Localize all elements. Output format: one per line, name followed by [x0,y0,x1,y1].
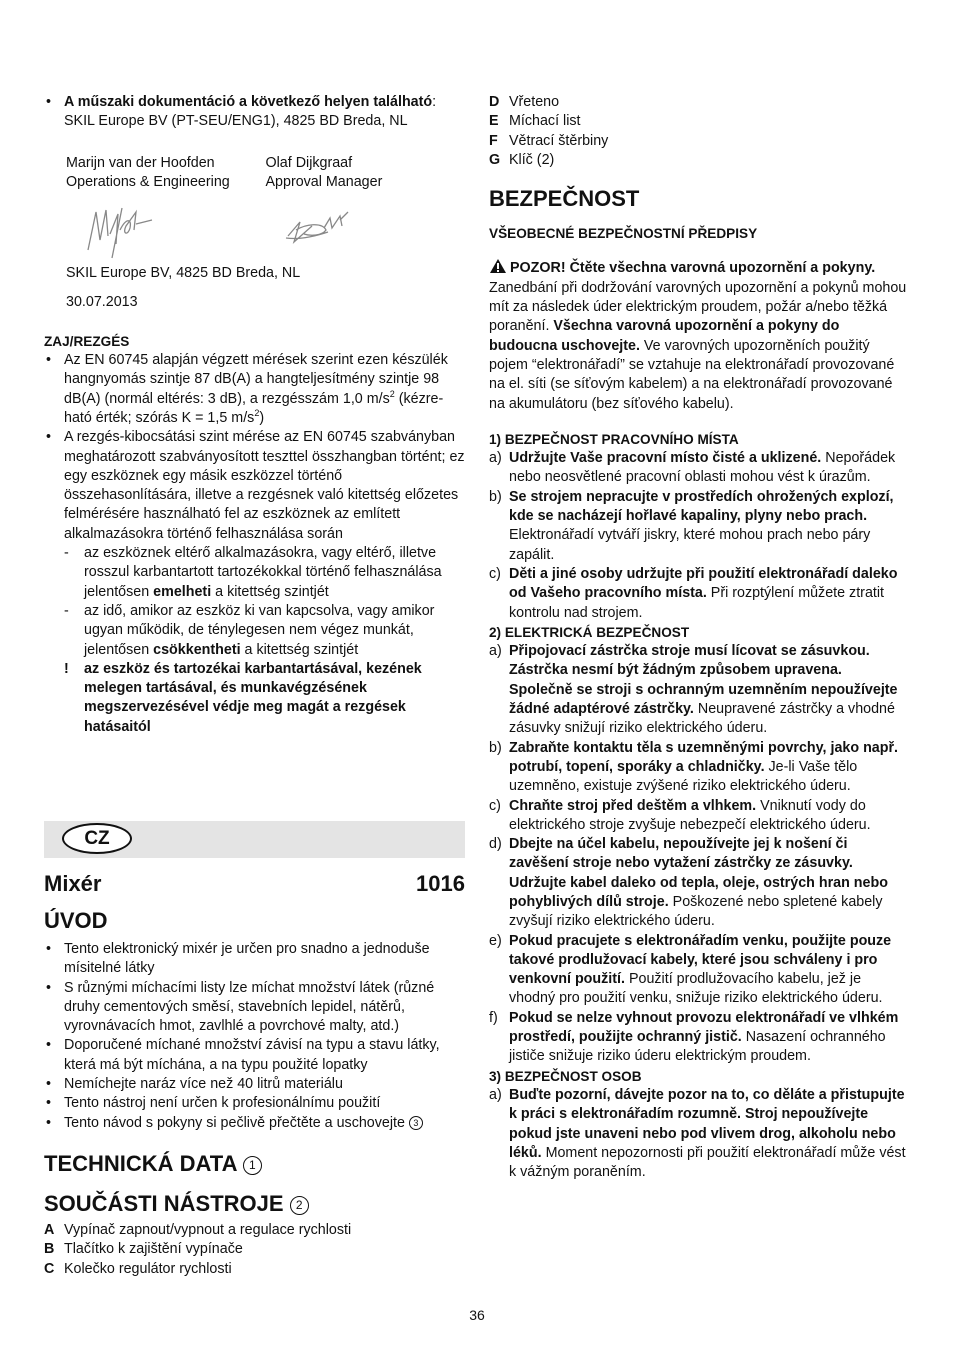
item-key: f) [489,1009,498,1026]
list-item [489,1009,909,1067]
dash-bold: csökkentheti [153,641,241,658]
list-item [489,739,909,797]
dash-text: a kitettség szintjét [211,583,329,600]
warning-bold: POZOR! Čtěte všechna varovná upozornění a pokyny. [510,260,876,277]
item-bold: Udržujte Vaše pracovní místo čisté a uklizené. [509,450,822,467]
item-key: c) [489,565,501,582]
item-bold: Pokud pracujete s elektronářadím venku, použijte pouze takové prodlužovací kabely, které jsou schváleny i pro venkovní použití. [509,932,892,988]
part-text: Vypínač zapnout/vypnout a regulace rychlosti [64,1221,352,1238]
signatory-2 [266,154,466,193]
dash-text: az idő, amikor az eszköz ki van kapcsolva, vagy amikor ugyan működik, de ténylegesen nem végez munkát, jelentősen [84,602,435,658]
list-item [489,132,909,151]
superscript: 2 [389,388,395,399]
list-item: • Nemíchejte naráz více než 40 litrů materiálu [44,1075,465,1094]
item-text: Neupravené zástrčky a vhodné zásuvky snižují riziko elektrického úderu. [509,701,895,737]
part-text: Tlačítko k zajištění vypínače [64,1241,243,1258]
noise-text: Az EN 60745 alapján végzett mérések szerint ezen készülék hangnyomás szintje 87 dB(A) a hangteljesítmény szintje 98 dB(A) (normál eltérés: 3 dB), a rezgésszám 1,0 m/s [64,352,448,407]
product-name: Mixér [44,871,102,896]
noise-bullet-1 [44,351,465,428]
list-item [489,565,909,623]
part-text: Větrací štěrbiny [509,132,609,149]
item-text: Použití prodlužovacího kabelu, jež je vhodný pro použití venku, snižuje riziko elektrického úderu. [509,971,883,1007]
signature-2 [266,200,466,264]
figure-ref: 2 [290,1196,309,1215]
dash-text: az eszköznek eltérő alkalmazásokra, vagy eltérő, illetve rosszul karbantartott tartozékokkal történő felhasználása jelentősen [84,545,442,600]
list-item-text: Tento návod s pokyny si pečlivě přečtěte a uschovejte [64,1114,405,1131]
item-key: d) [489,836,502,853]
part-key: G [489,151,501,168]
item-key: a) [489,643,502,660]
item-bold: Pokud se nelze vyhnout provozu elektronářadí ve vlhkém prostředí, použijte ochranný jistič. [509,1009,899,1046]
signatory-1 [66,154,266,193]
signatory-role: Approval Manager [265,173,383,190]
noise-text: ) [259,409,265,426]
part-key: C [44,1260,55,1277]
safety-heading: BEZPEČNOST [489,186,640,212]
intro-list [44,940,465,1133]
part-text: Kolečko regulátor rychlosti [64,1260,232,1277]
item-key: a) [489,1086,502,1103]
noise-text: (kézre-ható érték; szórás K = 1,5 m/s [64,390,444,426]
item-text: Vniknutí vody do elektrického stroje zvyšuje nebezpečí elektrického úderu. [509,797,871,833]
signatory-name: Marijn van der Hoofden [66,154,215,171]
list-item: • S různými míchacími listy lze míchat množství látek (různé druhy cementových směsí, stavebních lepidel, nátěrů, vyrovnávacích hmot, zavlhlé a povrchové malty, atd.) [44,979,465,1037]
tech-doc-bullet [44,93,465,132]
item-text: Při rozptýlení můžete ztratit kontrolu nad strojem. [509,585,885,621]
signature-1 [66,200,266,264]
signatories [44,154,465,193]
part-key: E [489,113,499,130]
left-column [44,93,465,737]
section-2-list [489,642,909,1067]
list-item: • Doporučené míchané množství závisí na typu a stavu látky, která má být míchána, a na typu použité lopatky [44,1036,465,1075]
list-item [44,1260,465,1279]
dash-text: a kitettség szintjét [240,641,359,658]
tech-heading [44,1151,465,1177]
part-key: F [489,132,498,149]
item-bold: Se strojem nepracujte v prostředích ohrožených explozí, kde se nacházejí hořlavé kapaliny, plyny nebo prach. [509,488,894,525]
item-bold: Zabraňte kontaktu těla s uzemněnými povrchy, jako např. potrubí, topení, sporáky a chladničky. [509,739,899,775]
item-bold: Chraňte stroj před deštěm a vlhkem. [509,797,757,814]
tech-doc-label: A műszaki dokumentáció a következő helyen található [64,94,433,110]
doc-date: 30.07.2013 [66,294,138,311]
list-item [489,93,909,112]
intro-section [44,908,465,1279]
product-number: 1016 [416,871,465,896]
section-heading: 2) ELEKTRICKÁ BEZPEČNOST [489,624,690,640]
part-text: Klíč (2) [509,151,555,168]
item-text: Je-li Vaše tělo uzemněno, existuje zvýšené riziko elektrického úderu. [509,758,858,795]
list-item [489,449,909,488]
list-item [489,1086,909,1182]
parts-list [44,1221,465,1279]
tech-doc-address: : SKIL Europe BV (PT-SEU/ENG1), 4825 BD Breda, NL [64,94,437,130]
company-address: SKIL Europe BV, 4825 BD Breda, NL [66,265,301,282]
general-safety-heading: VŠEOBECNÉ BEZPEČNOSTNÍ PŘEDPISY [489,226,758,242]
item-bold: Dbejte na účel kabelu, nepoužívejte jej k nošení či zavěšení stroje nebo vytažení zástrčky ze zásuvky. Udržujte kabel daleko od tepla, oleje, ostrých hran nebo pohyblivých dílů stroje. [509,836,888,910]
item-bold: Děti a jiné osoby udržujte při použití elektronářadí daleko od Vašeho pracovního místa. [509,565,898,602]
part-text: Míchací list [509,113,581,130]
item-text: Nasazení ochranného jističe snižuje riziko úderu elektrickým proudem. [509,1029,886,1065]
product-header [44,871,465,897]
figure-ref: 3 [409,1116,423,1130]
general-warning [489,258,909,413]
signature-icon [66,200,166,260]
warning-text: Zanedbání při dodržování varovných upozornění a pokynů mohou mít za následek úder elektrickým proudem, požár a/nebo těžká poranění. [489,279,907,335]
item-key: b) [489,739,502,756]
list-item [44,1114,465,1133]
parts-list-continued [489,93,909,170]
signatory-role: Operations & Engineering [66,173,230,190]
noise-text: A rezgés-kibocsátási szint mérése az EN 60745 szabványban meghatározott szabványosított teszttel összhangban történt; ez egy eszköznek egy másik eszközzel történő összehasonlítására, illetve a rezgésnek való kitettség előzetes felmérésére használható fel az eszköznek az említett alkalmazásokra történő felhasználása során [64,429,465,542]
item-bold: Buďte pozorní, dávejte pozor na to, co děláte a přistupujte k práci s elektronářadím rozumně. Stroj nepoužívejte pokud jste unaveni nebo pod vlivem drog, alkoholu nebo léků. [509,1086,905,1161]
item-key: e) [489,932,502,949]
dash-bold: emelheti [153,583,212,600]
noise-dash-1 [44,544,465,602]
page-number: 36 [469,1307,485,1323]
part-text: Vřeteno [509,94,560,110]
part-key: A [44,1221,55,1238]
language-badge: CZ [62,823,132,854]
signatures [44,200,465,264]
list-item [489,112,909,131]
list-item: • Tento elektronický mixér je určen pro snadno a jednoduše mísitelné látky [44,940,465,979]
list-item [489,835,909,931]
right-column [489,93,909,1182]
list-item [44,1221,465,1240]
noise-bullet-2 [44,428,465,544]
item-text: Elektronářadí vytváří jiskry, které mohou prach nebo páry zapálit. [509,527,871,563]
section-3-list [489,1086,909,1182]
noise-dash-2 [44,602,465,660]
language-band [44,821,465,858]
parts-heading [44,1191,465,1217]
list-item [489,488,909,565]
list-item [489,932,909,1009]
part-key: B [44,1241,55,1258]
warning-icon [489,258,507,274]
section-heading: 3) BEZPEČNOST OSOB [489,1068,642,1084]
item-text: Poškozené nebo spletené kabely zvyšují riziko elektrického úderu. [509,893,883,930]
tech-heading-text: TECHNICKÁ DATA [44,1150,237,1176]
list-item: • Tento nástroj není určen k profesionálnímu použití [44,1094,465,1113]
item-bold: Připojovací zástrčka stroje musí lícovat se zásuvkou. Zástrčka nesmí být žádným způsobem upravena. Společně se stroji s ochranným uzemněním nepoužívejte žádné adaptérové zástrčky. [509,643,898,718]
item-key: c) [489,797,501,814]
item-text: Moment nepozornosti při použití elektronářadí může vést k vážným poraněním. [509,1144,906,1181]
section-heading: 1) BEZPEČNOST PRACOVNÍHO MÍSTA [489,431,739,447]
signatory-name: Olaf Dijkgraaf [265,154,353,171]
item-key: b) [489,488,502,505]
noise-warning: ! az eszköz és tartozékai karbantartásával, kezének melegen tartásával, és munkavégzésének megszervezésével védje meg magát a rezgések hatásaitól [44,660,465,737]
list-item [489,642,909,738]
intro-heading: ÚVOD [44,908,108,933]
noise-heading: ZAJ/REZGÉS [44,333,130,349]
parts-heading-text: SOUČÁSTI NÁSTROJE [44,1190,284,1216]
part-key: D [489,94,500,110]
list-item [489,797,909,836]
list-item [489,151,909,170]
item-text: Nepořádek nebo neosvětlené pracovní oblasti mohou vést k úrazům. [509,450,896,486]
superscript: 2 [254,408,260,419]
warning-text: Ve varovných upozorněních použitý pojem “elektronářadí” se vztahuje na elektronářadí provozované na el. síti (se síťovým kabelem) a na elektronářadí provozované na akumulátoru (bez síťového kabelu). [489,337,895,412]
list-item [44,1240,465,1259]
signature-icon [266,200,366,260]
figure-ref: 1 [243,1156,262,1175]
item-key: a) [489,450,502,467]
warning-bold: Všechna varovná upozornění a pokyny do budoucna uschovejte. [489,318,840,354]
section-1-list [489,449,909,623]
